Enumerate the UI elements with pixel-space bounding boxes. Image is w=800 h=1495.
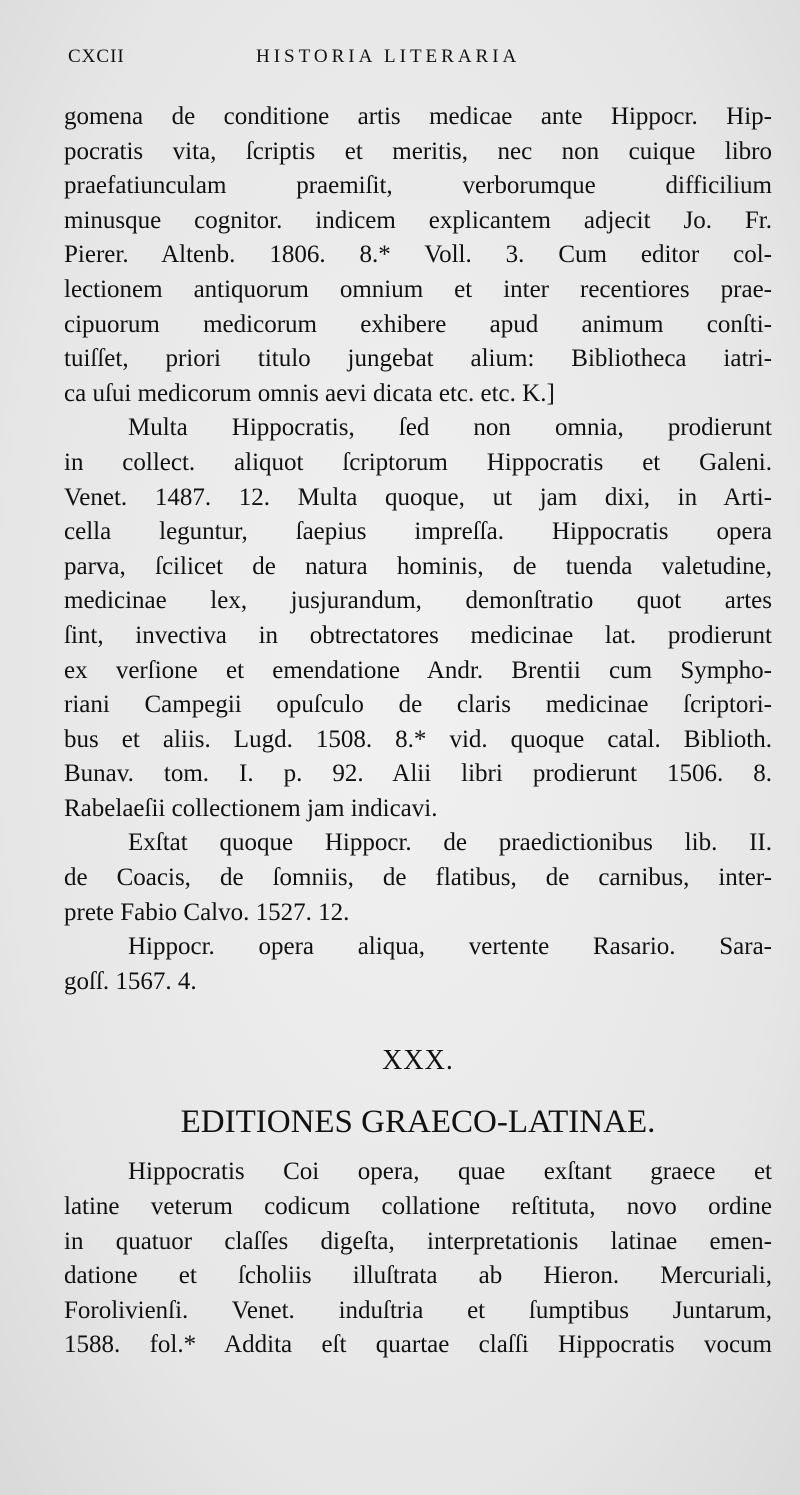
text-line: parva, ſcilicet de natura hominis, de tuenda valetudine, [64,552,772,580]
page-number: CXCII [68,46,125,67]
text-line: Bunav. tom. I. p. 92. Alii libri prodierunt 1506. 8. [64,760,772,788]
text-line: praefatiunculam praemiſit, verborumque difficilium [64,172,772,200]
text-line: minusque cognitor. indicem explicantem adjecit Jo. Fr. [64,206,772,234]
text-line: Hippocratis Coi opera, quae exſtant graece et [128,1158,772,1186]
text-line: in collect. aliquot ſcriptorum Hippocratis et Galeni. [64,448,772,476]
text-line: medicinae lex, jusjurandum, demonſtratio quot artes [64,587,772,615]
paragraph-exstat-quoque [64,826,772,930]
running-title: HISTORIA LITERARIA [256,46,521,67]
text-line: Hippocr. opera aliqua, vertente Rasario. Sara- [128,933,772,961]
text-line: Exſtat quoque Hippocr. de praedictionibus lib. II. [128,829,772,857]
paragraph-continuation [64,100,772,411]
section-title: EDITIONES GRAECO-LATINAE. [180,1104,656,1141]
text-line: 1588. fol.* Addita eſt quartae claſſi Hippocratis vocum [64,1331,772,1359]
text-line: goſſ. 1567. 4. [64,967,197,995]
text-line: Rabelaeſii collectionem jam indicavi. [64,794,438,822]
text-line: Venet. 1487. 12. Multa quoque, ut jam dixi, in Arti- [64,483,772,511]
section-number: XXX. [382,1045,454,1077]
text-line: Forolivienſi. Venet. induſtria et ſumptibus Juntarum, [64,1296,772,1324]
text-line: cipuorum medicorum exhibere apud animum conſti- [64,310,772,338]
text-line: Pierer. Altenb. 1806. 8.* Voll. 3. Cum editor col- [64,241,772,269]
text-line: prete Fabio Calvo. 1527. 12. [64,898,350,926]
text-line: gomena de conditione artis medicae ante Hippocr. Hip- [64,103,772,130]
text-line: pocratis vita, ſcriptis et meritis, nec non cuique libro [64,137,772,165]
text-line: riani Campegii opuſculo de claris medicinae ſcriptori- [64,691,772,719]
page-body [64,100,772,1363]
text-line: Multa Hippocratis, ſed non omnia, prodierunt [128,414,772,442]
text-line: ſint, invectiva in obtrectatores medicinae lat. prodierunt [64,621,772,649]
text-line: ex verſione et emendatione Andr. Brentii cum Sympho- [64,656,772,684]
text-line: latine veterum codicum collatione reſtituta, novo ordine [64,1193,772,1221]
text-line: ca uſui medicorum omnis aevi dicata etc. etc. K.] [64,379,555,407]
text-line: de Coacis, de ſomniis, de flatibus, de carnibus, inter- [64,864,772,892]
paragraph-multa-hippocratis [64,411,772,826]
text-line: cella leguntur, ſaepius impreſſa. Hippocratis opera [64,518,772,546]
paragraph-hippocr-opera-aliqua [64,930,772,999]
paragraph-hippocratis-coi-opera [64,1155,772,1363]
text-line: tuiſſet, priori titulo jungebat alium: Bibliotheca iatri- [64,345,772,373]
text-line: datione et ſcholiis illuſtrata ab Hieron. Mercuriali, [64,1262,772,1290]
text-line: bus et aliis. Lugd. 1508. 8.* vid. quoque catal. Biblioth. [64,725,772,753]
text-line: in quatuor claſſes digeſta, interpretationis latinae emen- [64,1227,772,1255]
running-head [68,46,760,76]
text-line: lectionem antiquorum omnium et inter recentiores prae- [64,275,772,303]
